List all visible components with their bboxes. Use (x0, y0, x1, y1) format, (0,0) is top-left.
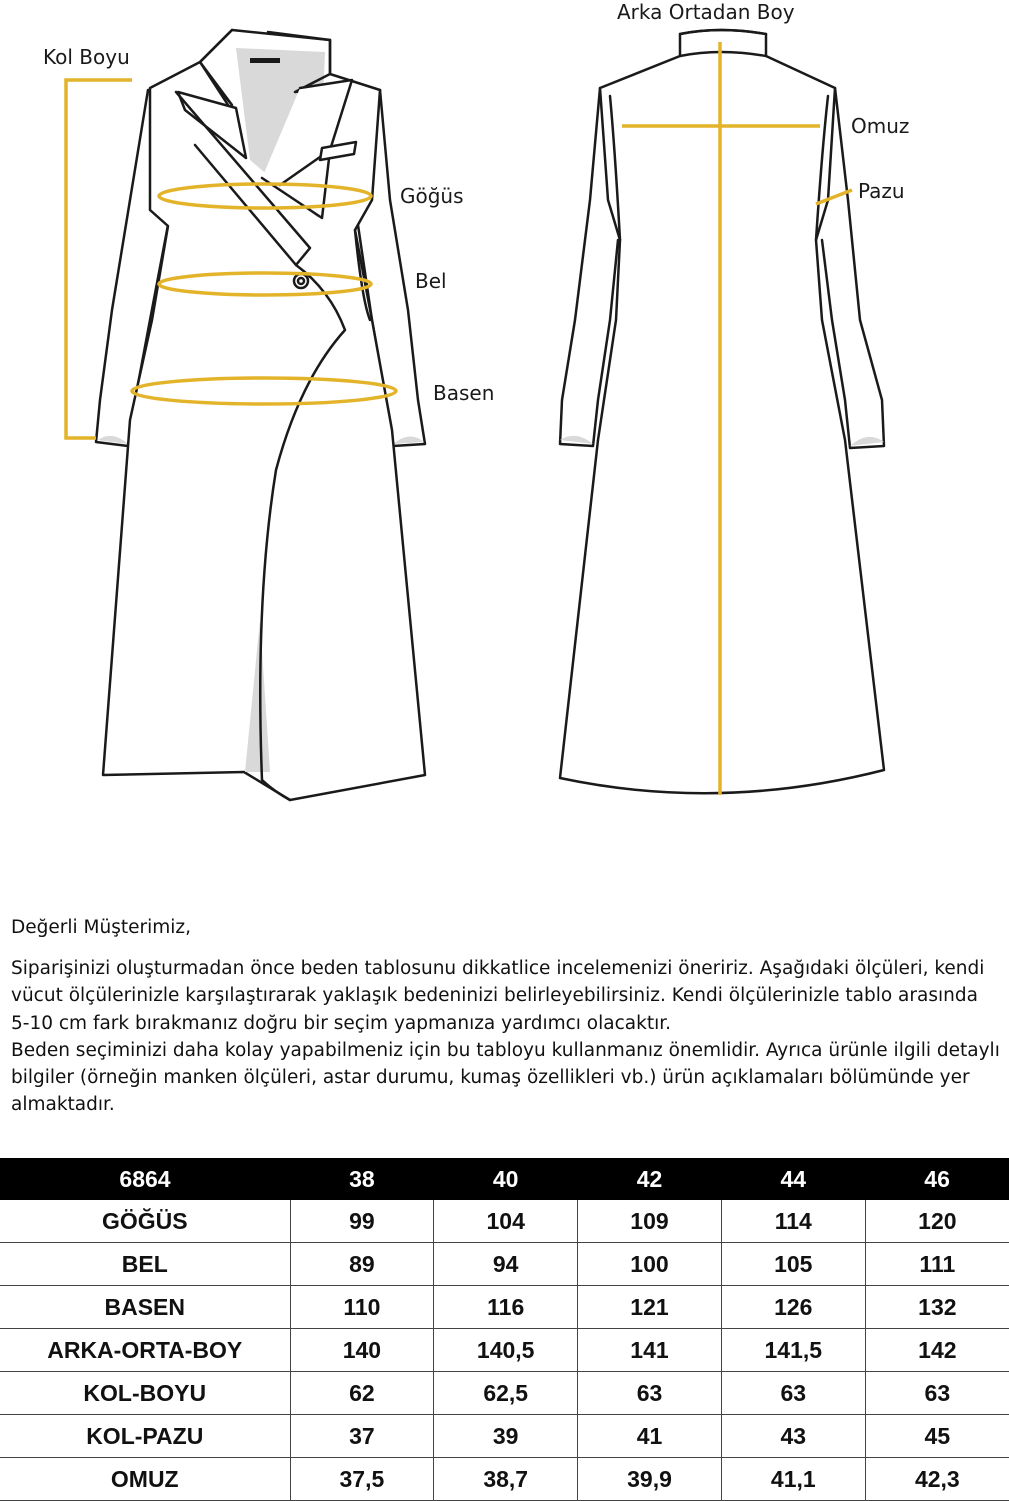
table-cell: 99 (290, 1200, 434, 1243)
label-omuz: Omuz (851, 114, 910, 138)
header-size-42: 42 (578, 1158, 722, 1200)
table-cell: 141,5 (721, 1329, 865, 1372)
table-row-basen (0, 1286, 1009, 1329)
table-cell: 109 (578, 1200, 722, 1243)
intro-text (11, 914, 1001, 1118)
header-size-40: 40 (434, 1158, 578, 1200)
table-cell: 62,5 (434, 1372, 578, 1415)
row-label: BEL (0, 1243, 290, 1286)
intro-paragraph-1: Siparişinizi oluşturmadan önce beden tablosunu dikkatlice incelemenizi öneririz. Aşağıdaki ölçüleri, kendi vücut ölçülerinizle karşılaştırarak yaklaşık bedeninizi belirleyebilirsiniz. Kendi ölçülerinizle tablo arasında 5-10 cm fark bırakmanız doğru bir seçim yapmanıza yardımcı olacaktır. (11, 958, 985, 1034)
header-size-46: 46 (865, 1158, 1009, 1200)
table-cell: 38,7 (434, 1458, 578, 1501)
table-cell: 110 (290, 1286, 434, 1329)
table-cell: 100 (578, 1243, 722, 1286)
table-cell: 140,5 (434, 1329, 578, 1372)
header-size-38: 38 (290, 1158, 434, 1200)
header-product-code: 6864 (0, 1158, 290, 1200)
header-size-44: 44 (721, 1158, 865, 1200)
row-label: OMUZ (0, 1458, 290, 1501)
table-row-omuz (0, 1458, 1009, 1501)
table-cell: 94 (434, 1243, 578, 1286)
table-cell: 41 (578, 1415, 722, 1458)
row-label: KOL-BOYU (0, 1372, 290, 1415)
row-label: BASEN (0, 1286, 290, 1329)
table-row-kol-pazu (0, 1415, 1009, 1458)
table-cell: 45 (865, 1415, 1009, 1458)
coat-back-illustration (560, 30, 884, 793)
label-kol-boyu: Kol Boyu (43, 45, 130, 69)
table-cell: 111 (865, 1243, 1009, 1286)
table-cell: 39,9 (578, 1458, 722, 1501)
table-cell: 63 (865, 1372, 1009, 1415)
row-label: ARKA-ORTA-BOY (0, 1329, 290, 1372)
greeting: Değerli Müşterimiz, (11, 917, 191, 938)
label-pazu: Pazu (858, 179, 905, 203)
table-cell: 37 (290, 1415, 434, 1458)
label-arka-ortadan-boy: Arka Ortadan Boy (617, 0, 795, 24)
table-row-arka-orta-boy (0, 1329, 1009, 1372)
table-cell: 41,1 (721, 1458, 865, 1501)
table-cell: 43 (721, 1415, 865, 1458)
table-cell: 126 (721, 1286, 865, 1329)
table-cell: 120 (865, 1200, 1009, 1243)
label-bel: Bel (415, 269, 447, 293)
table-cell: 39 (434, 1415, 578, 1458)
table-cell: 37,5 (290, 1458, 434, 1501)
table-cell: 114 (721, 1200, 865, 1243)
table-cell: 89 (290, 1243, 434, 1286)
coat-front-illustration (96, 30, 425, 800)
table-row-gogus (0, 1200, 1009, 1243)
size-chart-table (0, 1158, 1009, 1501)
intro-paragraph-2: Beden seçiminizi daha kolay yapabilmeniz için bu tabloyu kullanmanız önemlidir. Ayrıca ürünle ilgili detaylı bilgiler (örneğin manken ölçüleri, astar durumu, kumaş özellikleri vb.) ürün açıklamaları bölümünde yer almaktadır. (11, 1039, 1000, 1116)
table-cell: 141 (578, 1329, 722, 1372)
table-cell: 142 (865, 1329, 1009, 1372)
table-row-kol-boyu (0, 1372, 1009, 1415)
table-cell: 140 (290, 1329, 434, 1372)
table-cell: 63 (578, 1372, 722, 1415)
row-label: GÖĞÜS (0, 1200, 290, 1243)
table-cell: 116 (434, 1286, 578, 1329)
label-basen: Basen (433, 381, 495, 405)
label-gogus: Göğüs (400, 184, 464, 208)
row-label: KOL-PAZU (0, 1415, 290, 1458)
table-cell: 63 (721, 1372, 865, 1415)
table-cell: 121 (578, 1286, 722, 1329)
table-cell: 132 (865, 1286, 1009, 1329)
table-cell: 62 (290, 1372, 434, 1415)
table-cell: 42,3 (865, 1458, 1009, 1501)
table-header-row (0, 1158, 1009, 1200)
table-row-bel (0, 1243, 1009, 1286)
table-cell: 105 (721, 1243, 865, 1286)
table-cell: 104 (434, 1200, 578, 1243)
